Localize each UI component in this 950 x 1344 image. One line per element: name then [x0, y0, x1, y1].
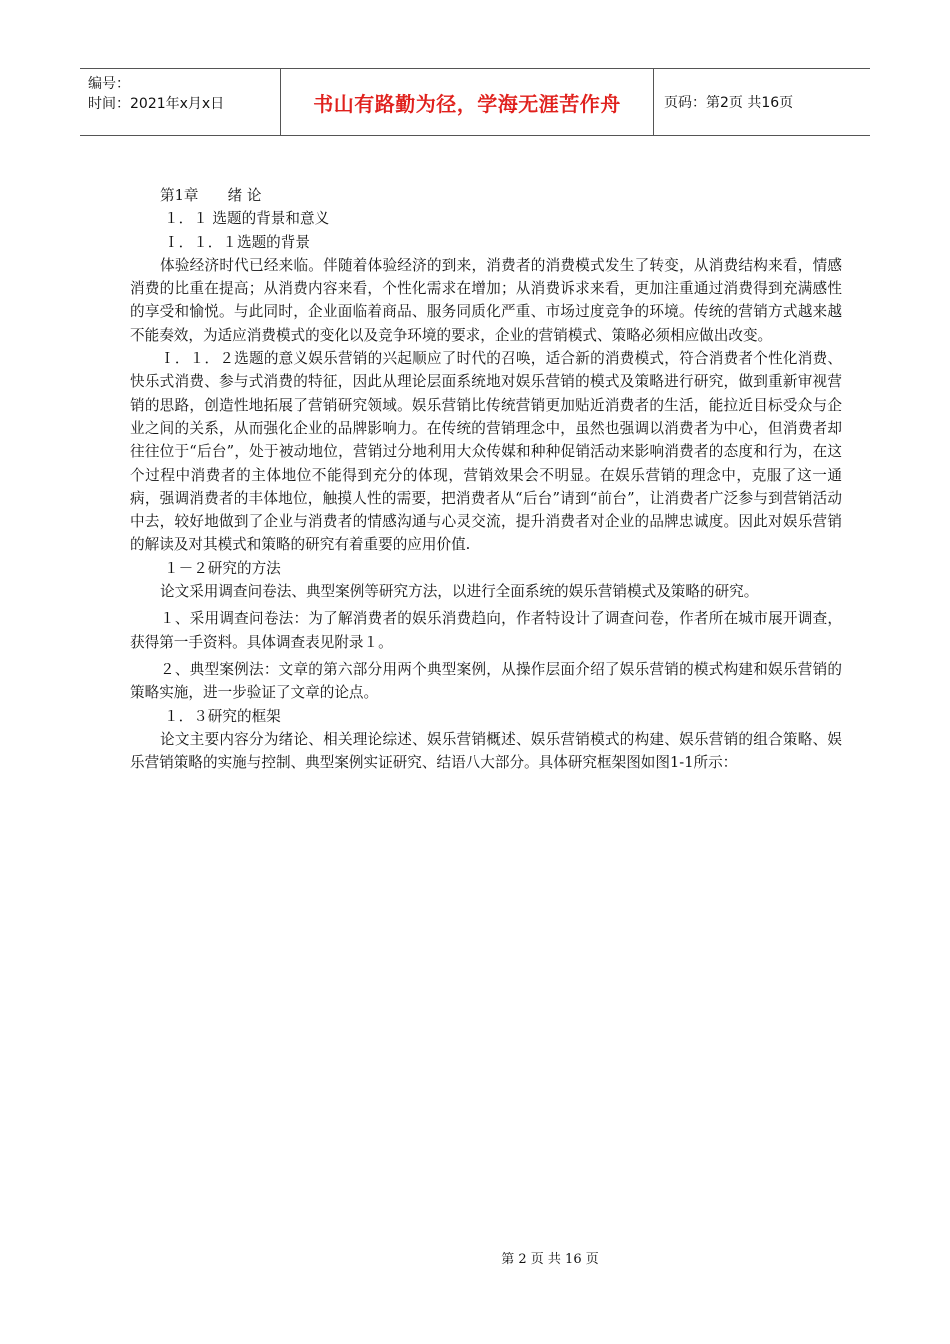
section-heading-1-2: １－２研究的方法	[164, 559, 281, 577]
paragraph-significance: Ｉ．１．２选题的意义娱乐营销的兴起顺应了时代的召唤，适合新的消费模式，符合消费者个性化消费、快乐式消费、参与式消费的特征，因此从理论层面系统地对娱乐营销的模式及策略进行研究，做到重新审视营销的思路，创造性地拓展了营销研究领域。娱乐营销比传统营销更加贴近消费者的生活，能拉近目标受众与企业之间的关系，从而强化企业的品牌影响力。在传统的营销理念中，虽然也强调以消费者为中心，但消费者却往往位于“后台”，处于被动地位，营销过分地利用大众传媒和种种促销活动来影响消费者的态度和行为，在这个过程中消费者的主体地位不能得到充分的体现，营销效果会不明显。在娱乐营销的理念中，克服了这一通病，强调消费者的丰体地位，触摸人性的需要，把消费者从“后台”请到“前台”，让消费者广泛参与到营销活动中去，较好地做到了企业与消费者的情感沟通与心灵交流，提升消费者对企业的品牌忠诚度。因此对娱乐营销的解读及对其模式和策略的研究有着重要的应用价值.	[130, 350, 842, 554]
page-header	[80, 68, 870, 136]
document-body	[130, 184, 842, 774]
page-footer: 第 2 页 共 16 页	[501, 1252, 599, 1267]
date-label: 时间：2021年x月x日	[88, 96, 225, 112]
section-heading-1-1-1: Ｉ．１．１选题的背景	[164, 233, 310, 251]
paragraph-methods: 论文采用调查问卷法、典型案例等研究方法，以进行全面系统的娱乐营销模式及策略的研究。	[160, 583, 759, 601]
paragraph-background: 体验经济时代已经来临。伴随着体验经济的到来，消费者的消费模式发生了转变，从消费结构来看，情感消费的比重在提高；从消费内容来看，个性化需求在增加；从消费诉求来看，更加注重通过消费得到充满感性的享受和愉悦。与此同时，企业面临着商品、服务同质化严重、市场过度竞争的环境。传统的营销方式越来越不能奏效，为适应消费模式的变化以及竞争环境的要求，企业的营销模式、策略必须相应做出改变。	[130, 256, 842, 344]
paragraph-method-case: ２、典型案例法：文章的第六部分用两个典型案例，从操作层面介绍了娱乐营销的模式构建和娱乐营销的策略实施，进一步验证了文章的论点。	[130, 660, 842, 702]
header-meta	[80, 69, 281, 135]
paragraph-framework: 论文主要内容分为绪论、相关理论综述、娱乐营销概述、娱乐营销模式的构建、娱乐营销的组合策略、娱乐营销策略的实施与控制、典型案例实证研究、结语八大部分。具体研究框架图如图1-1所示：	[130, 730, 842, 772]
header-motto: 书山有路勤为径，学海无涯苦作舟	[281, 69, 654, 135]
section-heading-1-3: １．３研究的框架	[164, 707, 281, 725]
header-page-info: 页码：第2页 共16页	[664, 95, 794, 111]
section-heading-1-1: １．１ 选题的背景和意义	[164, 210, 330, 228]
chapter-title: 第1章 绪 论	[160, 187, 262, 204]
paragraph-method-survey: １、采用调查问卷法：为了解消费者的娱乐消费趋向，作者特设计了调查问卷，作者所在城市展开调查，获得第一手资料。具体调查表见附录１。	[130, 610, 842, 651]
number-label: 编号：	[88, 76, 130, 92]
